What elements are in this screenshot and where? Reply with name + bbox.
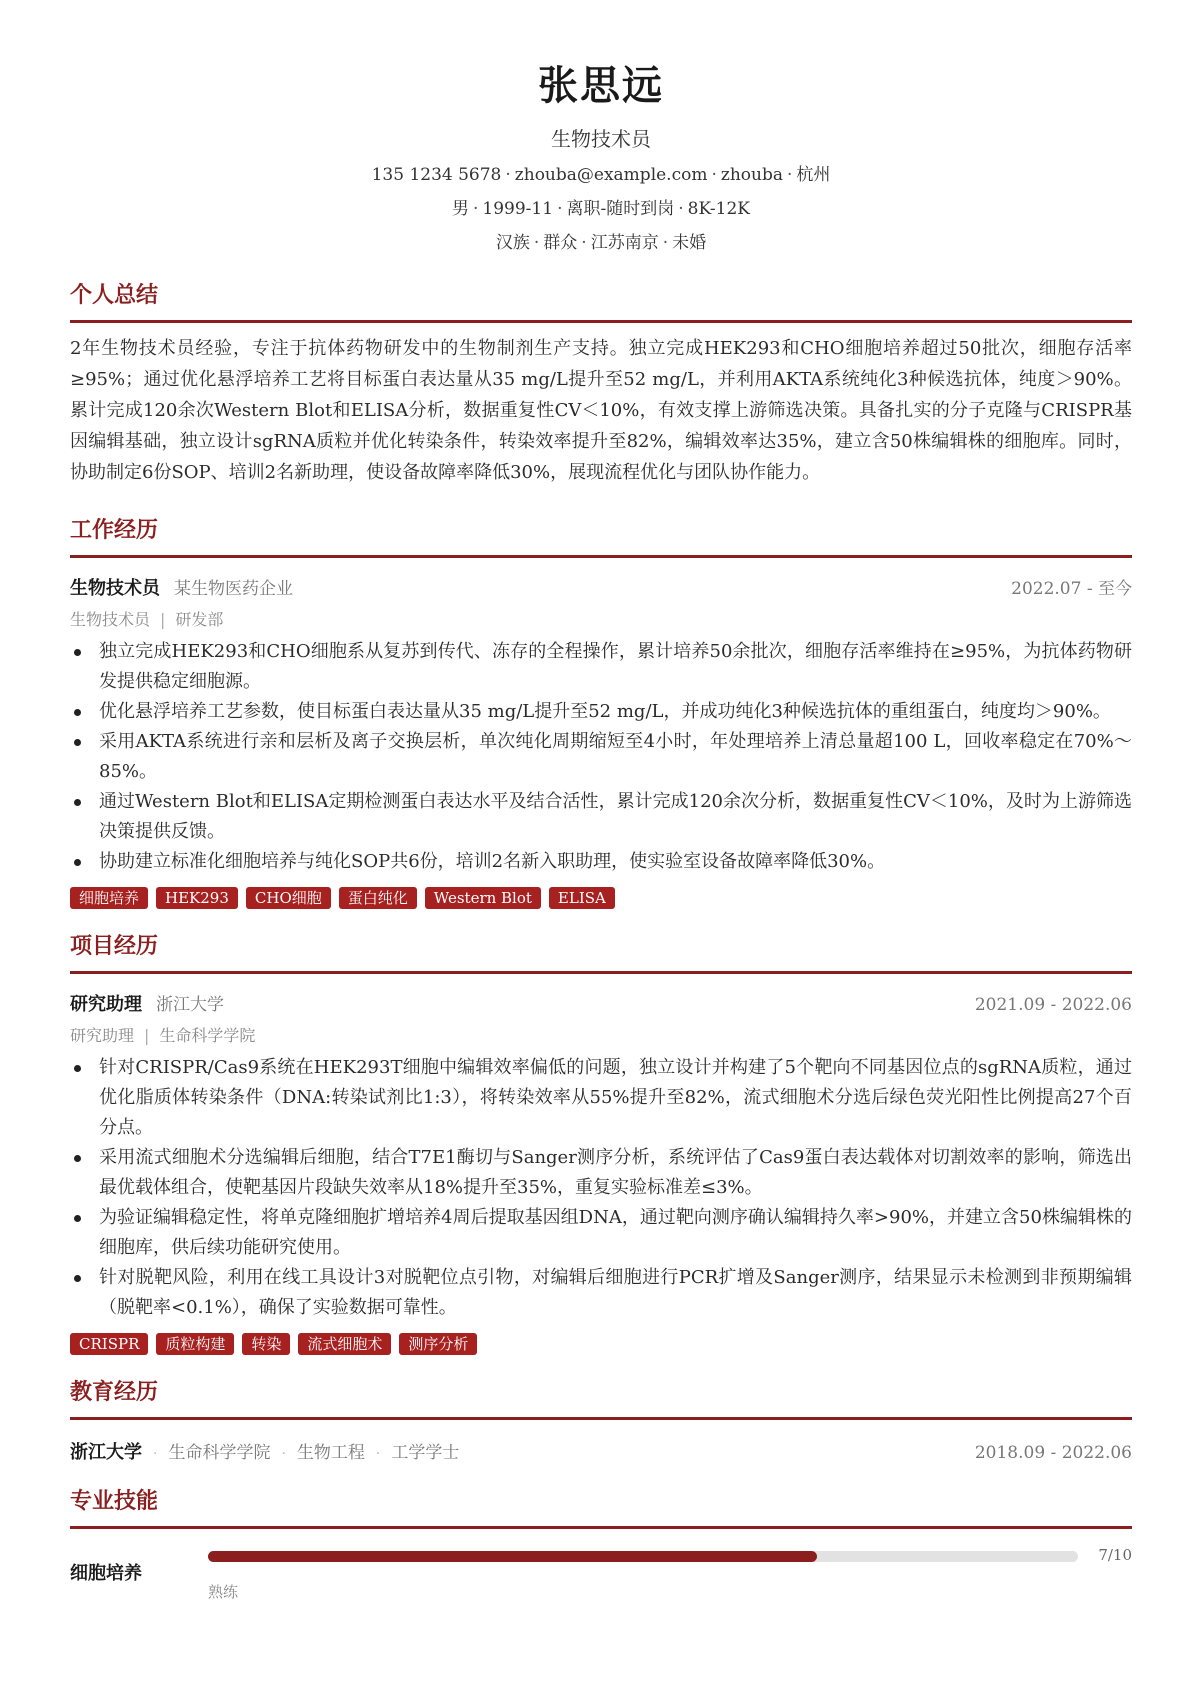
list-item: 优化悬浮培养工艺参数，使目标蛋白表达量从35 mg/L提升至52 mg/L，并成功纯化3种候选抗体的重组蛋白，纯度均＞90%。	[70, 697, 1132, 727]
resume-page	[70, 0, 1132, 1605]
birth: 1999-11	[482, 199, 554, 219]
personal-info-line	[70, 232, 1132, 254]
list-item: 针对脱靶风险，利用在线工具设计3对脱靶位点引物，对编辑后细胞进行PCR扩增及Sanger测序，结果显示未检测到非预期编辑（脱靶率<0.1%），确保了实验数据可靠性。	[70, 1263, 1132, 1323]
job-title: 生物技术员	[551, 127, 651, 151]
skill-tag: 转染	[242, 1333, 290, 1355]
major-name: 生物工程	[296, 1443, 365, 1463]
separator: ·	[557, 199, 563, 219]
work-date: 2022.07 - 至今	[1011, 579, 1132, 599]
work-bullets	[70, 637, 1132, 877]
separator: ·	[678, 199, 684, 219]
separator: ·	[281, 1446, 286, 1462]
project-department: 生命科学学院	[159, 1026, 256, 1045]
divider: |	[160, 610, 166, 629]
project-tags	[70, 1333, 1132, 1355]
skill-tag: CHO细胞	[246, 887, 331, 909]
resume-header	[70, 60, 1132, 254]
separator: ·	[786, 165, 793, 185]
separator: ·	[711, 165, 717, 185]
political-status: 群众	[543, 233, 578, 253]
project-bullets	[70, 1053, 1132, 1323]
skills-heading: 专业技能	[70, 1486, 1132, 1529]
skill-name: 细胞培养	[70, 1563, 142, 1584]
education-entry	[70, 1438, 1132, 1464]
education-section	[70, 1377, 1132, 1464]
hometown: 江苏南京	[590, 233, 659, 253]
gender: 男	[452, 199, 470, 219]
summary-text: 2年生物技术员经验，专注于抗体药物研发中的生物制剂生产支持。独立完成HEK293和CHO细胞培养超过50批次，细胞存活率≥95%；通过优化悬浮培养工艺将目标蛋白表达量从35 mg/L提升至52 mg/L，并利用AKTA系统纯化3种候选抗体，纯度＞90%。累计完成120余次Western Blot和ELISA分析，数据重复性CV＜10%，有效支撑上游筛选决策。具备扎实的分子克隆与CRISPR基因编辑基础，独立设计sgRNA质粒并优化转染条件，转染效率提升至82%，编辑效率达35%，建立含50株编辑株的细胞库。同时，协助制定6份SOP、培训2名新助理，使设备故障率降低30%，展现流程优化与团队协作能力。	[70, 338, 1132, 483]
separator: ·	[533, 233, 540, 253]
divider: |	[144, 1026, 150, 1045]
separator: ·	[153, 1446, 158, 1462]
degree-name: 工学学士	[391, 1443, 460, 1463]
education-date: 2018.09 - 2022.06	[974, 1443, 1132, 1463]
summary-heading: 个人总结	[70, 280, 1132, 323]
project-org: 浙江大学	[156, 995, 224, 1015]
work-company: 某生物医药企业	[174, 579, 293, 599]
skill-tag: 蛋白纯化	[339, 887, 417, 909]
skill-progress-fill	[208, 1551, 817, 1562]
basic-info-line	[70, 198, 1132, 220]
skill-score: 7/10	[1098, 1546, 1132, 1564]
project-date: 2021.09 - 2022.06	[974, 995, 1132, 1015]
salary: 8K-12K	[687, 199, 750, 219]
list-item: 独立完成HEK293和CHO细胞系从复苏到传代、冻存的全程操作，累计培养50余批次，细胞存活率维持在≥95%，为抗体药物研发提供稳定细胞源。	[70, 637, 1132, 697]
work-position: 生物技术员	[70, 610, 151, 629]
education-heading: 教育经历	[70, 1377, 1132, 1420]
job-status: 离职-随时到岗	[566, 199, 675, 219]
contact-line	[70, 164, 1132, 186]
list-item: 采用AKTA系统进行亲和层析及离子交换层析，单次纯化周期缩短至4小时，年处理培养上清总量超100 L，回收率稳定在70%～85%。	[70, 727, 1132, 787]
work-tags	[70, 887, 1132, 909]
phone: 135 1234 5678	[371, 165, 502, 185]
project-subline	[70, 1025, 1132, 1047]
college-name: 生命科学学院	[168, 1443, 271, 1463]
skill-tag: 测序分析	[399, 1333, 477, 1355]
project-entry-header	[70, 990, 1132, 1016]
list-item: 为验证编辑稳定性，将单克隆细胞扩增培养4周后提取基因组DNA，通过靶向测序确认编辑持久率>90%，并建立含50株编辑株的细胞库，供后续功能研究使用。	[70, 1203, 1132, 1263]
list-item: 协助建立标准化细胞培养与纯化SOP共6份，培训2名新入职助理，使实验室设备故障率降低30%。	[70, 847, 1132, 877]
skill-level: 熟练	[208, 1583, 239, 1601]
skill-tag: Western Blot	[425, 887, 541, 909]
ethnicity: 汉族	[495, 233, 530, 253]
separator: ·	[375, 1446, 381, 1462]
skill-tag: 流式细胞术	[298, 1333, 391, 1355]
list-item: 针对CRISPR/Cas9系统在HEK293T细胞中编辑效率偏低的问题，独立设计并构建了5个靶向不同基因位点的sgRNA质粒，通过优化脂质体转染条件（DNA:转染试剂比1:3），将转染效率从55%提升至82%，流式细胞术分选后绿色荧光阳性比例提高27个百分点。	[70, 1053, 1132, 1143]
school-name: 浙江大学	[70, 1442, 142, 1463]
work-heading: 工作经历	[70, 515, 1132, 558]
work-role: 生物技术员	[70, 578, 160, 599]
separator: ·	[505, 165, 511, 185]
separator: ·	[662, 233, 669, 253]
work-department: 研发部	[175, 610, 224, 629]
candidate-name: 张思远	[538, 62, 664, 109]
skill-tag: ELISA	[549, 887, 615, 909]
work-entry-header	[70, 574, 1132, 600]
skill-tag: 质粒构建	[156, 1333, 234, 1355]
list-item: 通过Western Blot和ELISA定期检测蛋白表达水平及结合活性，累计完成120余次分析，数据重复性CV＜10%，及时为上游筛选决策提供反馈。	[70, 787, 1132, 847]
skill-tag: 细胞培养	[70, 887, 148, 909]
summary-section	[70, 280, 1132, 488]
project-role: 研究助理	[70, 994, 142, 1015]
project-section	[70, 931, 1132, 1355]
skill-row	[70, 1545, 1132, 1605]
project-heading: 项目经历	[70, 931, 1132, 974]
separator: ·	[581, 233, 587, 253]
city: 杭州	[796, 165, 831, 185]
project-position: 研究助理	[70, 1026, 135, 1045]
work-section	[70, 515, 1132, 909]
email: zhouba@example.com	[514, 165, 708, 185]
marital-status: 未婚	[672, 233, 707, 253]
skill-tag: HEK293	[156, 887, 238, 909]
skills-section	[70, 1486, 1132, 1605]
work-subline	[70, 609, 1132, 631]
separator: ·	[473, 199, 479, 219]
list-item: 采用流式细胞术分选编辑后细胞，结合T7E1酶切与Sanger测序分析，系统评估了Cas9蛋白表达载体对切割效率的影响，筛选出最优载体组合，使靶基因片段缺失效率从18%提升至35%，重复实验标准差≤3%。	[70, 1143, 1132, 1203]
wechat: zhouba	[720, 165, 783, 185]
skill-progress-track	[208, 1551, 1078, 1562]
skill-tag: CRISPR	[70, 1333, 148, 1355]
